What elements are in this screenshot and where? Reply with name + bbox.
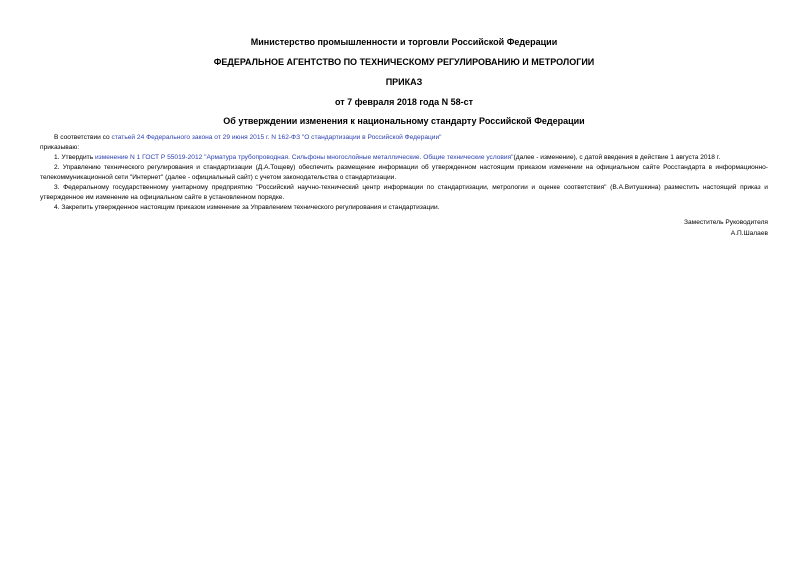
- subject-heading: Об утверждении изменения к национальному стандарту Российской Федерации: [223, 116, 585, 126]
- law-article-link[interactable]: статьей 24 Федерального закона от 29 июня 2015 г. N 162-ФЗ "О стандартизации в Российской Федерации": [111, 134, 442, 141]
- agency-heading: ФЕДЕРАЛЬНОЕ АГЕНТСТВО ПО ТЕХНИЧЕСКОМУ РЕГУЛИРОВАНИЮ И МЕТРОЛОГИИ: [213, 57, 595, 67]
- signature-block: [40, 217, 768, 239]
- document-type-heading: ПРИКАЗ: [385, 77, 423, 87]
- date-number-heading: от 7 февраля 2018 года N 58-ст: [334, 97, 474, 107]
- preamble-paragraph: [40, 133, 768, 143]
- ministry-heading: Министерство промышленности и торговли Российской Федерации: [250, 37, 558, 47]
- signatory-name: А.П.Шалаев: [730, 230, 768, 237]
- item-1-suffix: (далее - изменение), с датой введения в действие 1 августа 2018 г.: [513, 154, 721, 161]
- item-1-prefix: 1. Утвердить: [54, 154, 95, 161]
- item-2-paragraph: 2. Управлению технического регулирования и стандартизации (Д.А.Тощеву) обеспечить размещение информации об утвержденном настоящим приказом изменении на официальном сайте Росстандарта в информационно-телекоммуникационной сети "Интернет" (далее - официальный сайт) с учетом законодательства о стандартизации.: [40, 164, 768, 181]
- item-1-paragraph: [40, 153, 768, 163]
- document-body: [40, 133, 768, 239]
- item-4-paragraph: 4. Закрепить утвержденное настоящим приказом изменение за Управлением технического регулирования и стандартизации.: [54, 204, 440, 211]
- document-page: [40, 0, 768, 571]
- order-word: приказываю:: [40, 144, 80, 151]
- signatory-position: Заместитель Руководителя: [684, 219, 768, 226]
- item-3-paragraph: 3. Федеральному государственному унитарному предприятию "Российский научно-технический центр информации по стандартизации, метрологии и оценке соответствия" (В.А.Витушкина) разместить настоящий приказ и утвержденное им изменение на официальном сайте в установленном порядке.: [40, 184, 768, 201]
- preamble-prefix: В соответствии со: [54, 134, 112, 141]
- standard-amendment-link[interactable]: изменение N 1 ГОСТ Р 55019-2012 "Арматура трубопроводная. Сильфоны многослойные металлические. Общие технические условия": [94, 154, 514, 161]
